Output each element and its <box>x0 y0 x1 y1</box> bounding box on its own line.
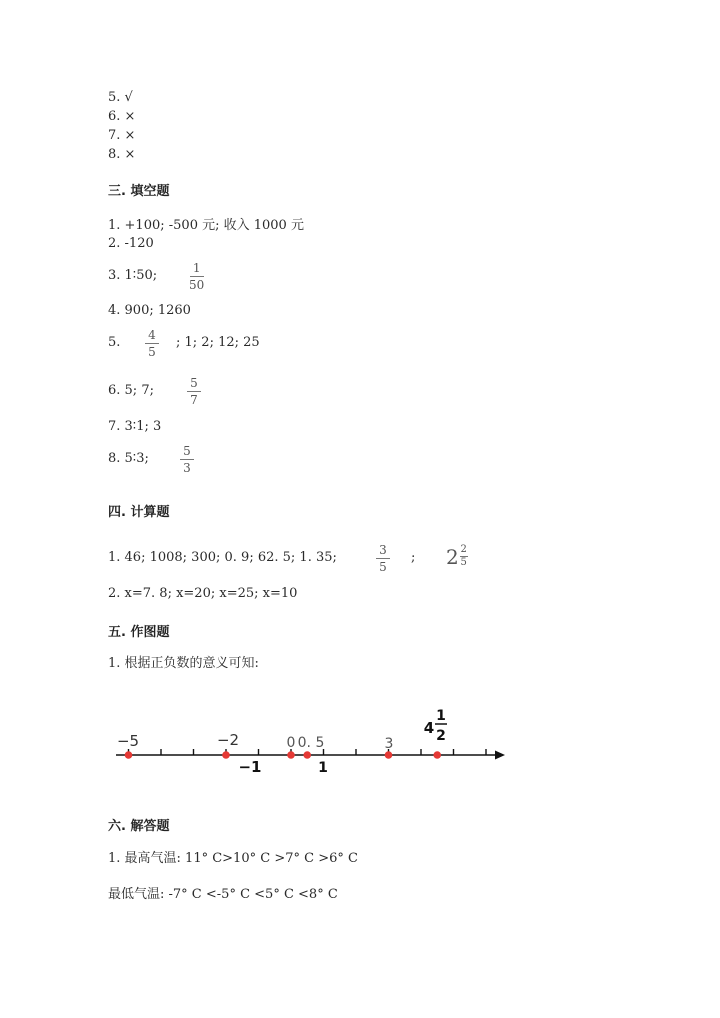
fill-q7: 7. 3∶1; 3 <box>108 419 162 434</box>
fill-q2: 2. -120 <box>108 236 154 251</box>
point-4.5 <box>433 751 441 759</box>
mixed-whole: 2 <box>446 544 459 569</box>
fraction-numerator: 5 <box>190 376 198 390</box>
fraction-denominator: 3 <box>183 461 191 475</box>
answers-q2: 最低气温: -7° C <-5° C <5° C <8° C <box>108 887 338 902</box>
arrow-head-icon <box>495 751 505 760</box>
fraction-denominator: 5 <box>379 560 387 574</box>
fraction-denominator: 7 <box>190 393 198 407</box>
fill-q5-fraction <box>145 328 159 359</box>
point--5 <box>125 751 133 759</box>
fill-q1: 1. +100; -500 元; 收入 1000 元 <box>108 218 304 233</box>
fraction-denominator: 5 <box>460 557 467 568</box>
fill-q5-suffix: ; 1; 2; 12; 25 <box>176 335 260 350</box>
point-3 <box>385 751 393 759</box>
fraction-bar <box>187 391 201 392</box>
fill-q3-fraction <box>189 261 204 292</box>
label-mixed-num: 1 <box>436 708 446 724</box>
judgement-item-5: 5. √ <box>108 90 133 105</box>
answers-heading: 六. 解答题 <box>108 819 170 834</box>
fill-blanks-heading: 三. 填空题 <box>108 184 170 199</box>
fraction-bar <box>190 276 204 277</box>
drawing-heading: 五. 作图题 <box>108 625 170 640</box>
label-3: 3 <box>384 736 394 752</box>
fraction-denominator: 50 <box>189 278 205 292</box>
judgement-item-8: 8. × <box>108 147 136 162</box>
label-0.5: 0. 5 <box>297 735 325 751</box>
fraction-bar <box>180 459 194 460</box>
label-neg2: −2 <box>216 731 240 749</box>
fraction-denominator: 5 <box>148 345 156 359</box>
label-mixed-den: 2 <box>436 728 446 744</box>
fraction-numerator: 5 <box>183 444 191 458</box>
label-neg1: −1 <box>238 758 262 776</box>
fraction-bar <box>376 558 390 559</box>
fraction-numerator: 3 <box>379 543 387 557</box>
answers-q1: 1. 最高气温: 11° C>10° C >7° C >6° C <box>108 851 358 866</box>
label-neg5: −5 <box>116 732 140 750</box>
calc-q1-mixed-number <box>446 545 468 568</box>
drawing-q1: 1. 根据正负数的意义可知: <box>108 656 259 671</box>
point-0 <box>287 751 295 759</box>
fill-q6-prefix: 6. 5; 7; <box>108 383 154 398</box>
judgement-item-6: 6. × <box>108 109 136 124</box>
calc-heading: 四. 计算题 <box>108 505 170 520</box>
calc-q1-separator: ; <box>411 550 416 565</box>
point--2 <box>222 751 230 759</box>
fill-q3-prefix: 3. 1∶50; <box>108 268 158 283</box>
fraction-numerator: 1 <box>192 261 201 275</box>
fill-q6-fraction <box>187 376 201 407</box>
calc-q1-fraction <box>376 543 390 574</box>
fill-q8-fraction <box>180 444 194 475</box>
number-line <box>0 700 720 800</box>
label-mixed-whole: 4 <box>423 719 435 737</box>
calc-q2: 2. x=7. 8; x=20; x=25; x=10 <box>108 586 298 601</box>
calc-q1-prefix: 1. 46; 1008; 300; 0. 9; 62. 5; 1. 35; <box>108 550 337 565</box>
judgement-item-7: 7. × <box>108 128 136 143</box>
fill-q4: 4. 900; 1260 <box>108 303 191 318</box>
point-0.5 <box>303 751 311 759</box>
fraction-bar <box>145 343 159 344</box>
label-0: 0 <box>286 735 296 751</box>
fill-q8-prefix: 8. 5∶3; <box>108 451 149 466</box>
mixed-fraction <box>460 545 468 568</box>
fill-q5-prefix: 5. <box>108 335 121 350</box>
label-1: 1 <box>318 760 328 776</box>
fraction-numerator: 4 <box>148 328 156 342</box>
fraction-numerator: 2 <box>460 544 467 555</box>
